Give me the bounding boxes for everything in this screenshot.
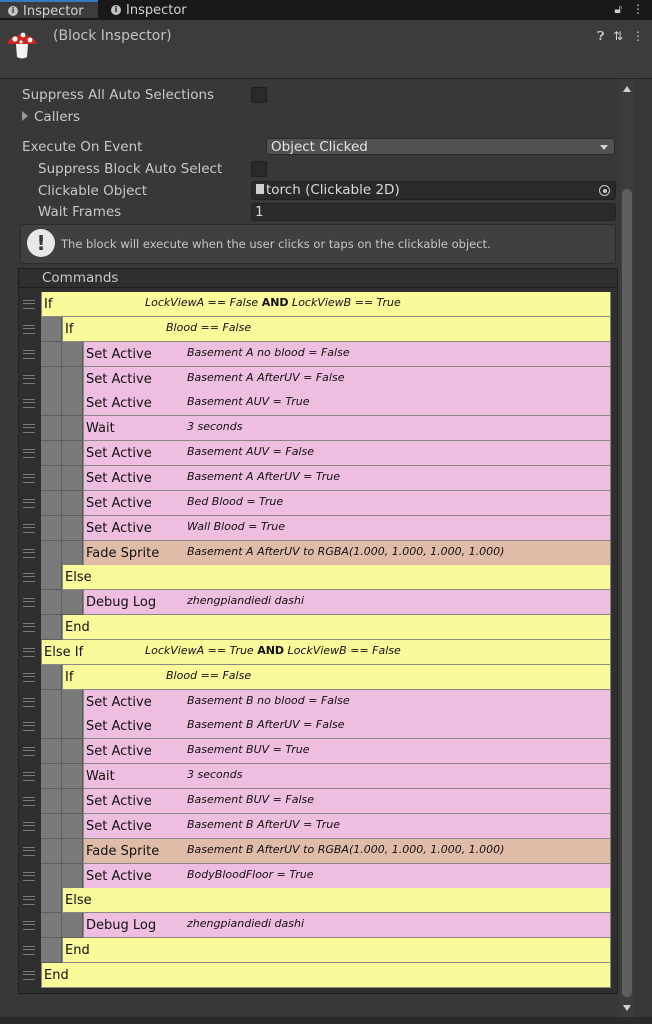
command-name: Debug Log (86, 595, 157, 611)
command-row[interactable] (19, 665, 617, 690)
command-row[interactable] (19, 640, 617, 665)
command-row[interactable] (19, 317, 617, 342)
command-row[interactable] (19, 714, 617, 739)
drag-handle-icon[interactable] (23, 424, 35, 433)
warning-icon: ! (27, 229, 55, 257)
command-row[interactable] (19, 963, 617, 988)
drag-handle-icon[interactable] (23, 648, 35, 657)
command-summary: Blood == False (166, 320, 252, 334)
inspector-content (0, 79, 620, 1019)
scroll-down-icon[interactable] (623, 1005, 631, 1011)
command-name: Set Active (86, 520, 152, 536)
command-name: Wait (86, 421, 115, 437)
suppress-block-checkbox[interactable] (251, 161, 267, 177)
command-summary: Bed Blood = True (187, 494, 284, 508)
command-row[interactable] (19, 565, 617, 590)
command-row[interactable] (19, 690, 617, 715)
indent-spacer (41, 938, 62, 963)
tab-label: Inspector (23, 4, 84, 19)
command-summary: Blood == False (166, 668, 252, 682)
command-list (18, 288, 618, 994)
command-row[interactable] (19, 739, 617, 764)
command-summary: LockViewA == False AND LockViewB == True (145, 296, 401, 309)
callers-label: Callers (34, 109, 81, 125)
command-summary: Basement B AfterUV = True (187, 817, 341, 831)
indent-spacer (62, 913, 83, 938)
command-summary: Basement BUV = False (187, 793, 315, 806)
command-box[interactable] (83, 491, 611, 516)
indent-spacer (62, 416, 83, 441)
command-name: Set Active (86, 495, 152, 511)
drag-handle-icon[interactable] (23, 449, 35, 458)
command-box[interactable] (62, 665, 611, 690)
command-row[interactable] (19, 814, 617, 839)
command-row[interactable] (19, 516, 617, 541)
indent-spacer (41, 317, 62, 342)
indent-spacer (62, 590, 83, 615)
indent-spacer (41, 739, 62, 764)
command-box[interactable] (83, 690, 611, 715)
tab-bar (0, 0, 652, 20)
indent-spacer (41, 615, 62, 640)
command-summary: Basement AUV = True (187, 395, 310, 409)
execute-on-event-value: Object Clicked (271, 139, 368, 155)
commands-header (18, 268, 618, 288)
command-name: End (65, 620, 90, 636)
command-summary: zhengpiandiedi dashi (187, 594, 305, 608)
drag-handle-icon[interactable] (23, 772, 35, 781)
wait-frames-label: Wait Frames (38, 204, 122, 220)
clickable-object-value: torch (Clickable 2D) (266, 182, 400, 198)
drag-handle-icon[interactable] (23, 872, 35, 881)
header-icons (592, 29, 644, 44)
block-title: (Block Inspector) (53, 28, 172, 44)
command-row[interactable] (19, 938, 617, 963)
drag-handle-icon[interactable] (23, 847, 35, 856)
script-file-icon (256, 184, 264, 194)
indent-spacer (62, 441, 83, 466)
indent-spacer (62, 516, 83, 541)
command-summary: Basement A AfterUV to RGBA(1.000, 1.000, 1.000, 1.000) (187, 544, 505, 558)
command-summary: LockViewA == True AND LockViewB == False (145, 643, 401, 657)
command-box[interactable] (83, 342, 611, 367)
drag-handle-icon[interactable] (23, 573, 35, 582)
command-box[interactable] (83, 590, 611, 615)
command-name: End (65, 943, 90, 959)
command-name: If (65, 321, 74, 337)
command-summary: Basement A AfterUV = True (187, 469, 340, 483)
command-name: Set Active (86, 371, 152, 387)
drag-handle-icon[interactable] (23, 698, 35, 707)
tab-bar-icons (614, 2, 644, 17)
command-row[interactable] (19, 913, 617, 938)
command-row[interactable] (19, 839, 617, 864)
callers-foldout[interactable] (22, 109, 80, 125)
command-box[interactable] (62, 938, 611, 963)
indent-spacer (41, 416, 62, 441)
drag-handle-icon[interactable] (23, 300, 35, 309)
command-summary: zhengpiandiedi dashi (187, 917, 305, 931)
drag-handle-icon[interactable] (23, 623, 35, 632)
indent-spacer (62, 367, 83, 392)
indent-spacer (41, 391, 62, 416)
clickable-object-field[interactable] (251, 181, 616, 200)
command-box[interactable] (83, 739, 611, 764)
help-message: The block will execute when the user clicks or taps on the clickable object. (61, 237, 491, 251)
indent-spacer (62, 739, 83, 764)
mushroom-icon (5, 26, 39, 62)
indent-spacer (41, 516, 62, 541)
command-name: Else (65, 570, 92, 586)
drag-handle-icon[interactable] (23, 549, 35, 558)
indent-spacer (62, 466, 83, 491)
indent-spacer (41, 690, 62, 715)
indent-spacer (41, 367, 62, 392)
indent-spacer (62, 789, 83, 814)
command-box[interactable] (41, 963, 611, 988)
indent-spacer (62, 764, 83, 789)
drag-handle-icon[interactable] (23, 971, 35, 980)
command-row[interactable] (19, 441, 617, 466)
command-row[interactable] (19, 764, 617, 789)
drag-handle-icon[interactable] (23, 797, 35, 806)
command-name: Set Active (86, 868, 152, 884)
command-box[interactable] (83, 714, 611, 739)
scroll-up-icon[interactable] (623, 86, 631, 92)
indent-spacer (62, 864, 83, 889)
drag-handle-icon[interactable] (23, 598, 35, 607)
command-box[interactable] (83, 516, 611, 541)
command-summary: Wall Blood = True (187, 519, 286, 533)
indent-spacer (41, 665, 62, 690)
command-name: Set Active (86, 818, 152, 834)
clickable-object-label: Clickable Object (38, 183, 148, 199)
command-row[interactable] (19, 541, 617, 566)
indent-spacer (41, 441, 62, 466)
command-summary: BodyBloodFloor = True (187, 867, 314, 881)
scrollbar-thumb[interactable] (622, 189, 632, 997)
chevron-down-icon (600, 145, 608, 150)
indent-spacer (41, 814, 62, 839)
drag-handle-icon[interactable] (23, 499, 35, 508)
command-summary: Basement A AfterUV = False (187, 370, 345, 384)
command-name: If (44, 297, 53, 312)
command-box[interactable] (83, 391, 611, 416)
indent-spacer (41, 789, 62, 814)
command-box[interactable] (62, 615, 611, 640)
indent-spacer (41, 888, 62, 913)
command-name: End (44, 967, 69, 983)
command-box[interactable] (83, 441, 611, 466)
command-summary: Basement AUV = False (187, 445, 314, 459)
drag-handle-icon[interactable] (23, 325, 35, 334)
command-row[interactable] (19, 466, 617, 491)
command-row[interactable] (19, 864, 617, 889)
execute-on-event-dropdown[interactable] (266, 138, 615, 155)
command-summary: Basement B AfterUV = False (187, 718, 345, 732)
command-summary: Basement A no blood = False (187, 345, 350, 359)
tab-inspector-2[interactable] (111, 0, 187, 20)
command-name: Set Active (86, 794, 152, 809)
command-name: Set Active (86, 396, 152, 412)
info-icon: i (111, 5, 121, 15)
command-row[interactable] (19, 590, 617, 615)
command-row[interactable] (19, 491, 617, 516)
tab-menu-icon[interactable]: ⋮ (632, 2, 644, 16)
command-row[interactable] (19, 391, 617, 416)
command-name: Fade Sprite (86, 843, 160, 859)
drag-handle-icon[interactable] (23, 921, 35, 930)
command-name: If (65, 669, 74, 685)
indent-spacer (41, 839, 62, 864)
indent-spacer (62, 839, 83, 864)
drag-handle-icon[interactable] (23, 822, 35, 831)
caret-right-icon (22, 111, 28, 121)
indent-spacer (41, 864, 62, 889)
command-name: Else (65, 893, 92, 909)
suppress-block-label: Suppress Block Auto Select (38, 161, 223, 177)
indent-spacer (62, 491, 83, 516)
command-box[interactable] (83, 864, 611, 889)
drag-handle-icon[interactable] (23, 946, 35, 955)
command-box[interactable] (83, 913, 611, 938)
vertical-scrollbar[interactable] (620, 79, 634, 1017)
command-row[interactable] (19, 342, 617, 367)
drag-handle-icon[interactable] (23, 673, 35, 682)
command-box[interactable] (83, 416, 611, 441)
info-icon: i (8, 6, 18, 16)
command-name: Fade Sprite (86, 545, 160, 561)
drag-handle-icon[interactable] (23, 896, 35, 905)
command-box[interactable] (62, 565, 611, 590)
object-picker-icon[interactable] (599, 185, 610, 196)
command-summary: 3 seconds (187, 768, 243, 782)
drag-handle-icon[interactable] (23, 399, 35, 408)
wait-frames-input[interactable] (251, 203, 616, 221)
drag-handle-icon[interactable] (23, 474, 35, 483)
more-icon[interactable]: ⋮ (632, 29, 644, 43)
indent-spacer (62, 541, 83, 566)
command-summary: Basement B no blood = False (187, 693, 350, 707)
lock-icon[interactable]: 🔓︎ (614, 2, 623, 16)
indent-spacer (41, 913, 62, 938)
indent-spacer (41, 714, 62, 739)
command-row[interactable] (19, 615, 617, 640)
indent-spacer (41, 342, 62, 367)
drag-handle-icon[interactable] (23, 722, 35, 731)
command-summary: Basement B AfterUV to RGBA(1.000, 1.000, 1.000, 1.000) (187, 842, 505, 856)
command-row[interactable] (19, 292, 617, 317)
indent-spacer (62, 690, 83, 715)
command-summary: Basement BUV = True (187, 743, 310, 757)
command-row[interactable] (19, 367, 617, 392)
indent-spacer (62, 391, 83, 416)
drag-handle-icon[interactable] (23, 350, 35, 359)
command-name: Set Active (86, 719, 152, 735)
command-name: Else If (44, 644, 84, 660)
drag-handle-icon[interactable] (23, 375, 35, 384)
execute-on-event-label: Execute On Event (22, 139, 143, 155)
help-icon[interactable]: ❓︎ (597, 29, 605, 43)
command-box[interactable] (83, 814, 611, 839)
command-summary: 3 seconds (187, 420, 243, 434)
and-operator: AND (261, 296, 289, 309)
drag-handle-icon[interactable] (23, 747, 35, 756)
command-name: Set Active (86, 470, 152, 486)
command-name: Set Active (86, 346, 152, 362)
command-name: Set Active (86, 694, 152, 710)
tab-label: Inspector (126, 3, 187, 18)
command-box[interactable] (83, 764, 611, 789)
command-row[interactable] (19, 888, 617, 913)
command-box[interactable] (41, 292, 611, 317)
indent-spacer (41, 764, 62, 789)
command-box[interactable] (83, 367, 611, 392)
command-box[interactable] (83, 839, 611, 864)
drag-handle-icon[interactable] (23, 524, 35, 533)
command-box[interactable] (83, 466, 611, 491)
indent-spacer (62, 714, 83, 739)
command-name: Set Active (86, 744, 152, 760)
command-box[interactable] (41, 640, 611, 665)
bottom-bar (0, 1017, 652, 1024)
command-box[interactable] (83, 789, 611, 814)
command-box[interactable] (83, 541, 611, 566)
indent-spacer (41, 491, 62, 516)
indent-spacer (41, 466, 62, 491)
indent-spacer (62, 814, 83, 839)
wait-frames-value: 1 (255, 204, 264, 220)
block-header (0, 20, 652, 79)
settings-icon[interactable]: ⇅ (613, 29, 624, 43)
command-name: Wait (86, 769, 115, 785)
help-box (20, 224, 616, 264)
indent-spacer (41, 590, 62, 615)
command-name: Set Active (86, 446, 152, 462)
suppress-all-checkbox[interactable] (251, 87, 267, 103)
indent-spacer (41, 541, 62, 566)
suppress-all-label: Suppress All Auto Selections (22, 87, 215, 103)
command-box[interactable] (62, 888, 611, 913)
tab-inspector-1[interactable] (0, 0, 98, 18)
indent-spacer (41, 565, 62, 590)
commands-title: Commands (42, 270, 119, 286)
command-row[interactable] (19, 789, 617, 814)
command-name: Debug Log (86, 918, 157, 934)
command-box[interactable] (62, 317, 611, 342)
and-operator: AND (257, 643, 285, 657)
command-row[interactable] (19, 416, 617, 441)
indent-spacer (62, 342, 83, 367)
